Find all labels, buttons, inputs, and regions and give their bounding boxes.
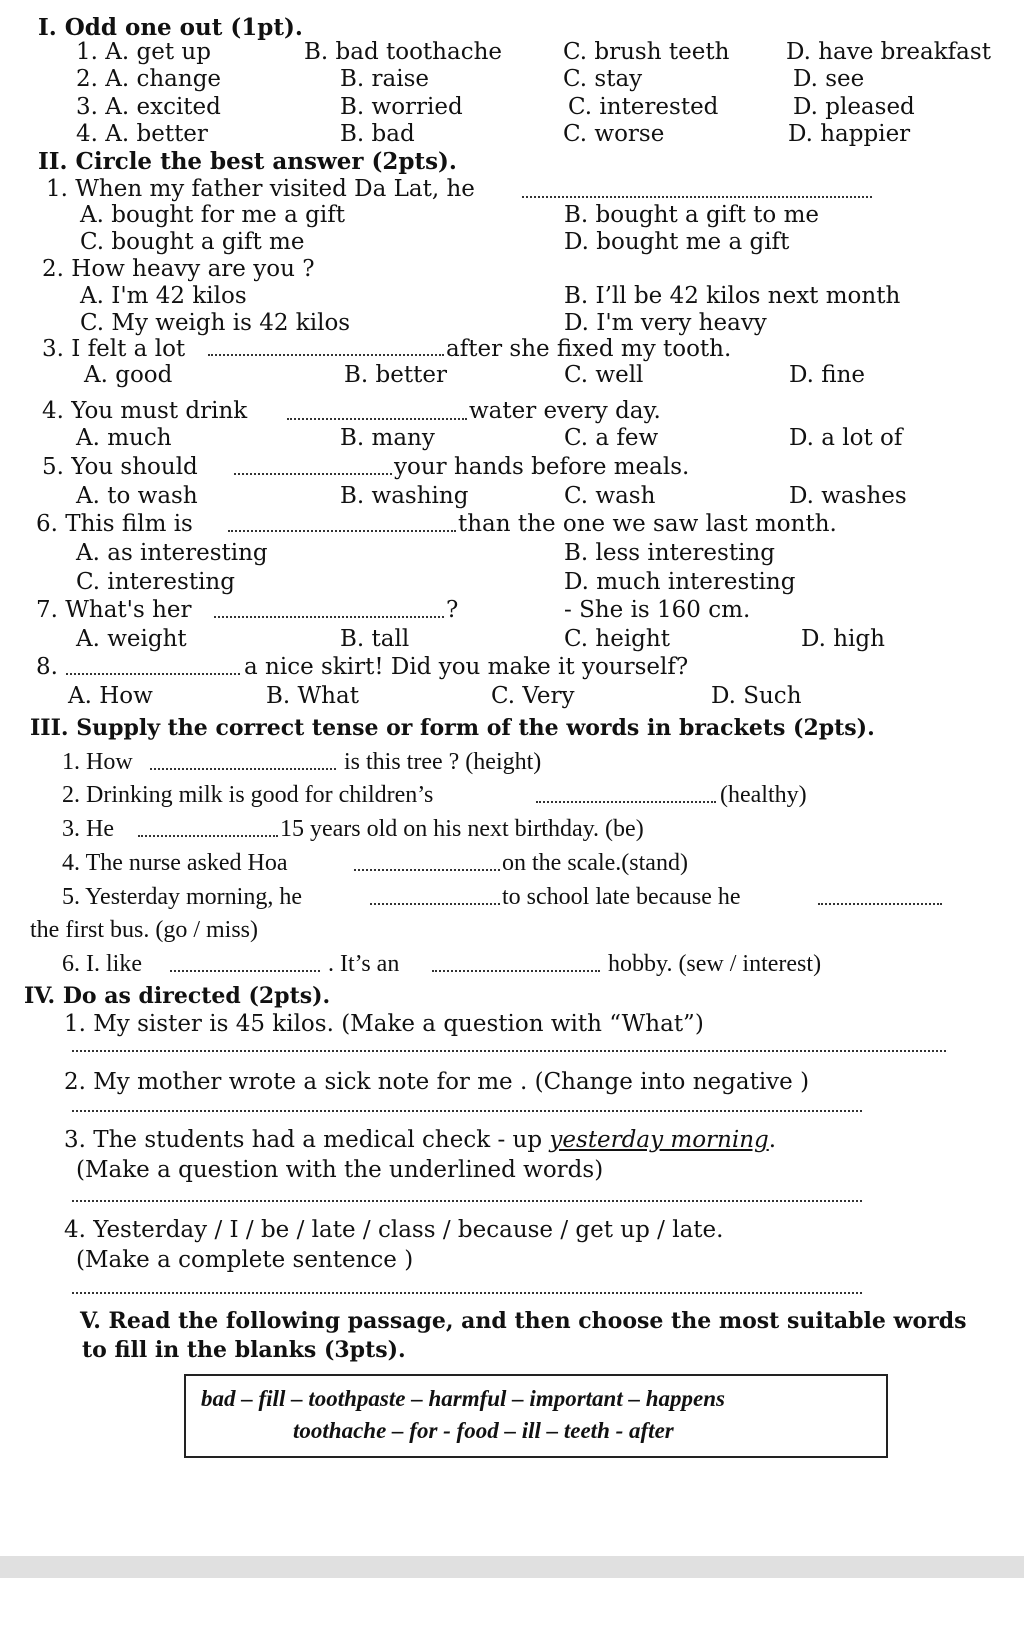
s2-q6-stem-start: 6. This film is — [36, 511, 193, 537]
s2-q2-opt-a: A. I'm 42 kilos — [80, 283, 247, 309]
s2-q4-opt-a: A. much — [76, 425, 172, 451]
s2-q1-stem: 1. When my father visited Da Lat, he — [46, 176, 475, 202]
s2-q2-opt-d: D. I'm very heavy — [564, 310, 767, 336]
s1-q3-c: C. interested — [568, 94, 719, 120]
s1-q2-d: D. see — [793, 66, 865, 92]
s3-i1-end: is this tree ? (height) — [344, 749, 542, 775]
s2-q5-opt-d: D. washes — [789, 483, 907, 509]
answer-blank — [138, 835, 278, 837]
s1-q1-d: D. have breakfast — [786, 39, 991, 65]
answer-blank — [370, 903, 500, 905]
s2-q3-opt-c: C. well — [564, 362, 644, 388]
section-4-title: IV. Do as directed (2pts). — [24, 983, 331, 1009]
s4-i4-instruction: (Make a complete sentence ) — [76, 1247, 414, 1273]
answer-blank — [354, 869, 500, 871]
s3-i5-start: 5. Yesterday morning, he — [62, 884, 302, 910]
answer-blank — [287, 418, 467, 420]
s3-i2-end: (healthy) — [720, 782, 807, 808]
section-1-title: I. Odd one out (1pt). — [38, 14, 303, 41]
s2-q1-opt-d: D. bought me a gift — [564, 229, 790, 255]
answer-blank — [234, 473, 392, 475]
section-5-title: V. Read the following passage, and then choose the most suitable words — [80, 1308, 967, 1334]
s2-q5-opt-b: B. washing — [340, 483, 469, 509]
s4-i3-underlined: yesterday morning — [549, 1127, 769, 1153]
s3-i5-end: the first bus. (go / miss) — [30, 917, 258, 943]
s2-q2-opt-b: B. I’ll be 42 kilos next month — [564, 283, 901, 309]
s4-i2: 2. My mother wrote a sick note for me . (Change into negative ) — [64, 1069, 810, 1095]
s2-q2-opt-c: C. My weigh is 42 kilos — [80, 310, 351, 336]
s1-q2-b: B. raise — [340, 66, 430, 92]
s2-q3-opt-d: D. fine — [789, 362, 866, 388]
s2-q7-response: - She is 160 cm. — [564, 597, 751, 623]
s2-q4-opt-d: D. a lot of — [789, 425, 903, 451]
s2-q3-stem-start: 3. I felt a lot — [42, 336, 186, 362]
word-bank-line-2: toothache – for - food – ill – teeth - after — [293, 1418, 674, 1443]
s2-q6-opt-c: C. interesting — [76, 569, 235, 595]
s1-q1-a: 1. A. get up — [76, 39, 211, 65]
s1-q4-b: B. bad — [340, 121, 415, 147]
s3-i3-end: 15 years old on his next birthday. (be) — [280, 816, 644, 842]
answer-blank — [818, 903, 942, 905]
s2-q7-opt-d: D. high — [801, 626, 885, 652]
s2-q3-stem-end: after she fixed my tooth. — [446, 336, 732, 362]
section-3-title: III. Supply the correct tense or form of the words in brackets (2pts). — [30, 715, 875, 741]
s3-i6-start: 6. I. like — [62, 951, 142, 977]
answer-line — [72, 1292, 862, 1294]
s2-q4-stem-start: 4. You must drink — [42, 398, 248, 424]
s1-q1-b: B. bad toothache — [304, 39, 503, 65]
s4-i3-instruction: (Make a question with the underlined words) — [76, 1157, 604, 1183]
s1-q4-a: 4. A. better — [76, 121, 208, 147]
s2-q8-opt-d: D. Such — [711, 683, 802, 709]
s2-q8-opt-a: A. How — [68, 683, 153, 709]
answer-blank — [170, 970, 320, 972]
s2-q7-opt-a: A. weight — [76, 626, 187, 652]
s1-q4-c: C. worse — [563, 121, 665, 147]
s2-q6-opt-a: A. as interesting — [76, 540, 268, 566]
answer-blank — [66, 673, 240, 675]
s2-q2-stem: 2. How heavy are you ? — [42, 256, 315, 282]
s3-i1-start: 1. How — [62, 749, 133, 775]
answer-blank — [522, 196, 872, 198]
s2-q7-opt-c: C. height — [564, 626, 670, 652]
s1-q4-d: D. happier — [788, 121, 911, 147]
s2-q3-opt-a: A. good — [84, 362, 173, 388]
s2-q6-opt-d: D. much interesting — [564, 569, 796, 595]
s2-q7-stem-start: 7. What's her — [36, 597, 192, 623]
s1-q3-a: 3. A. excited — [76, 94, 221, 120]
s2-q5-opt-a: A. to wash — [76, 483, 198, 509]
s3-i2-start: 2. Drinking milk is good for children’s — [62, 782, 434, 808]
s3-i5-middle: to school late because he — [502, 884, 741, 910]
bottom-bar — [0, 1556, 1024, 1578]
answer-blank — [432, 970, 600, 972]
s4-i1: 1. My sister is 45 kilos. (Make a question with “What”) — [64, 1011, 704, 1037]
s1-q2-c: C. stay — [563, 66, 643, 92]
s1-q3-b: B. worried — [340, 94, 463, 120]
answer-blank — [150, 768, 336, 770]
answer-line — [72, 1110, 862, 1112]
s2-q7-stem-mark: ? — [446, 597, 459, 623]
s1-q3-d: D. pleased — [793, 94, 915, 120]
s3-i6-end: hobby. (sew / interest) — [608, 951, 822, 977]
section-2-title: II. Circle the best answer (2pts). — [38, 148, 457, 175]
word-bank-box — [184, 1374, 888, 1458]
answer-blank — [228, 530, 456, 532]
s2-q5-stem-end: your hands before meals. — [394, 454, 690, 480]
s2-q4-stem-end: water every day. — [469, 398, 661, 424]
answer-line — [72, 1050, 946, 1052]
section-5-title-cont: to fill in the blanks (3pts). — [82, 1337, 406, 1363]
answer-blank — [536, 801, 716, 803]
s2-q7-opt-b: B. tall — [340, 626, 410, 652]
s2-q1-opt-c: C. bought a gift me — [80, 229, 305, 255]
s1-q1-c: C. brush teeth — [563, 39, 730, 65]
s4-i3-period: . — [768, 1127, 777, 1153]
s2-q6-opt-b: B. less interesting — [564, 540, 775, 566]
s4-i3-text: 3. The students had a medical check - up — [64, 1127, 543, 1153]
s2-q1-opt-a: A. bought for me a gift — [80, 202, 345, 228]
s2-q3-opt-b: B. better — [344, 362, 447, 388]
answer-line — [72, 1200, 862, 1202]
s3-i4-start: 4. The nurse asked Hoa — [62, 850, 288, 876]
s2-q4-opt-c: C. a few — [564, 425, 659, 451]
s3-i3-start: 3. He — [62, 816, 114, 842]
s2-q6-stem-end: than the one we saw last month. — [458, 511, 837, 537]
s2-q1-opt-b: B. bought a gift to me — [564, 202, 819, 228]
s3-i4-end: on the scale.(stand) — [502, 850, 688, 876]
s2-q8-stem-end: a nice skirt! Did you make it yourself? — [244, 654, 689, 680]
s2-q8-opt-b: B. What — [266, 683, 359, 709]
s3-i6-middle: . It’s an — [328, 951, 400, 977]
word-bank-line-1: bad – fill – toothpaste – harmful – important – happens — [201, 1386, 725, 1411]
s2-q5-stem-start: 5. You should — [42, 454, 198, 480]
s1-q2-a: 2. A. change — [76, 66, 222, 92]
answer-blank — [214, 616, 444, 618]
answer-blank — [208, 354, 444, 356]
s4-i3-start — [64, 1126, 776, 1154]
s2-q8-stem-start: 8. — [36, 654, 58, 680]
s2-q8-opt-c: C. Very — [491, 683, 575, 709]
s4-i4: 4. Yesterday / I / be / late / class / because / get up / late. — [64, 1217, 724, 1243]
s2-q4-opt-b: B. many — [340, 425, 435, 451]
s2-q5-opt-c: C. wash — [564, 483, 656, 509]
